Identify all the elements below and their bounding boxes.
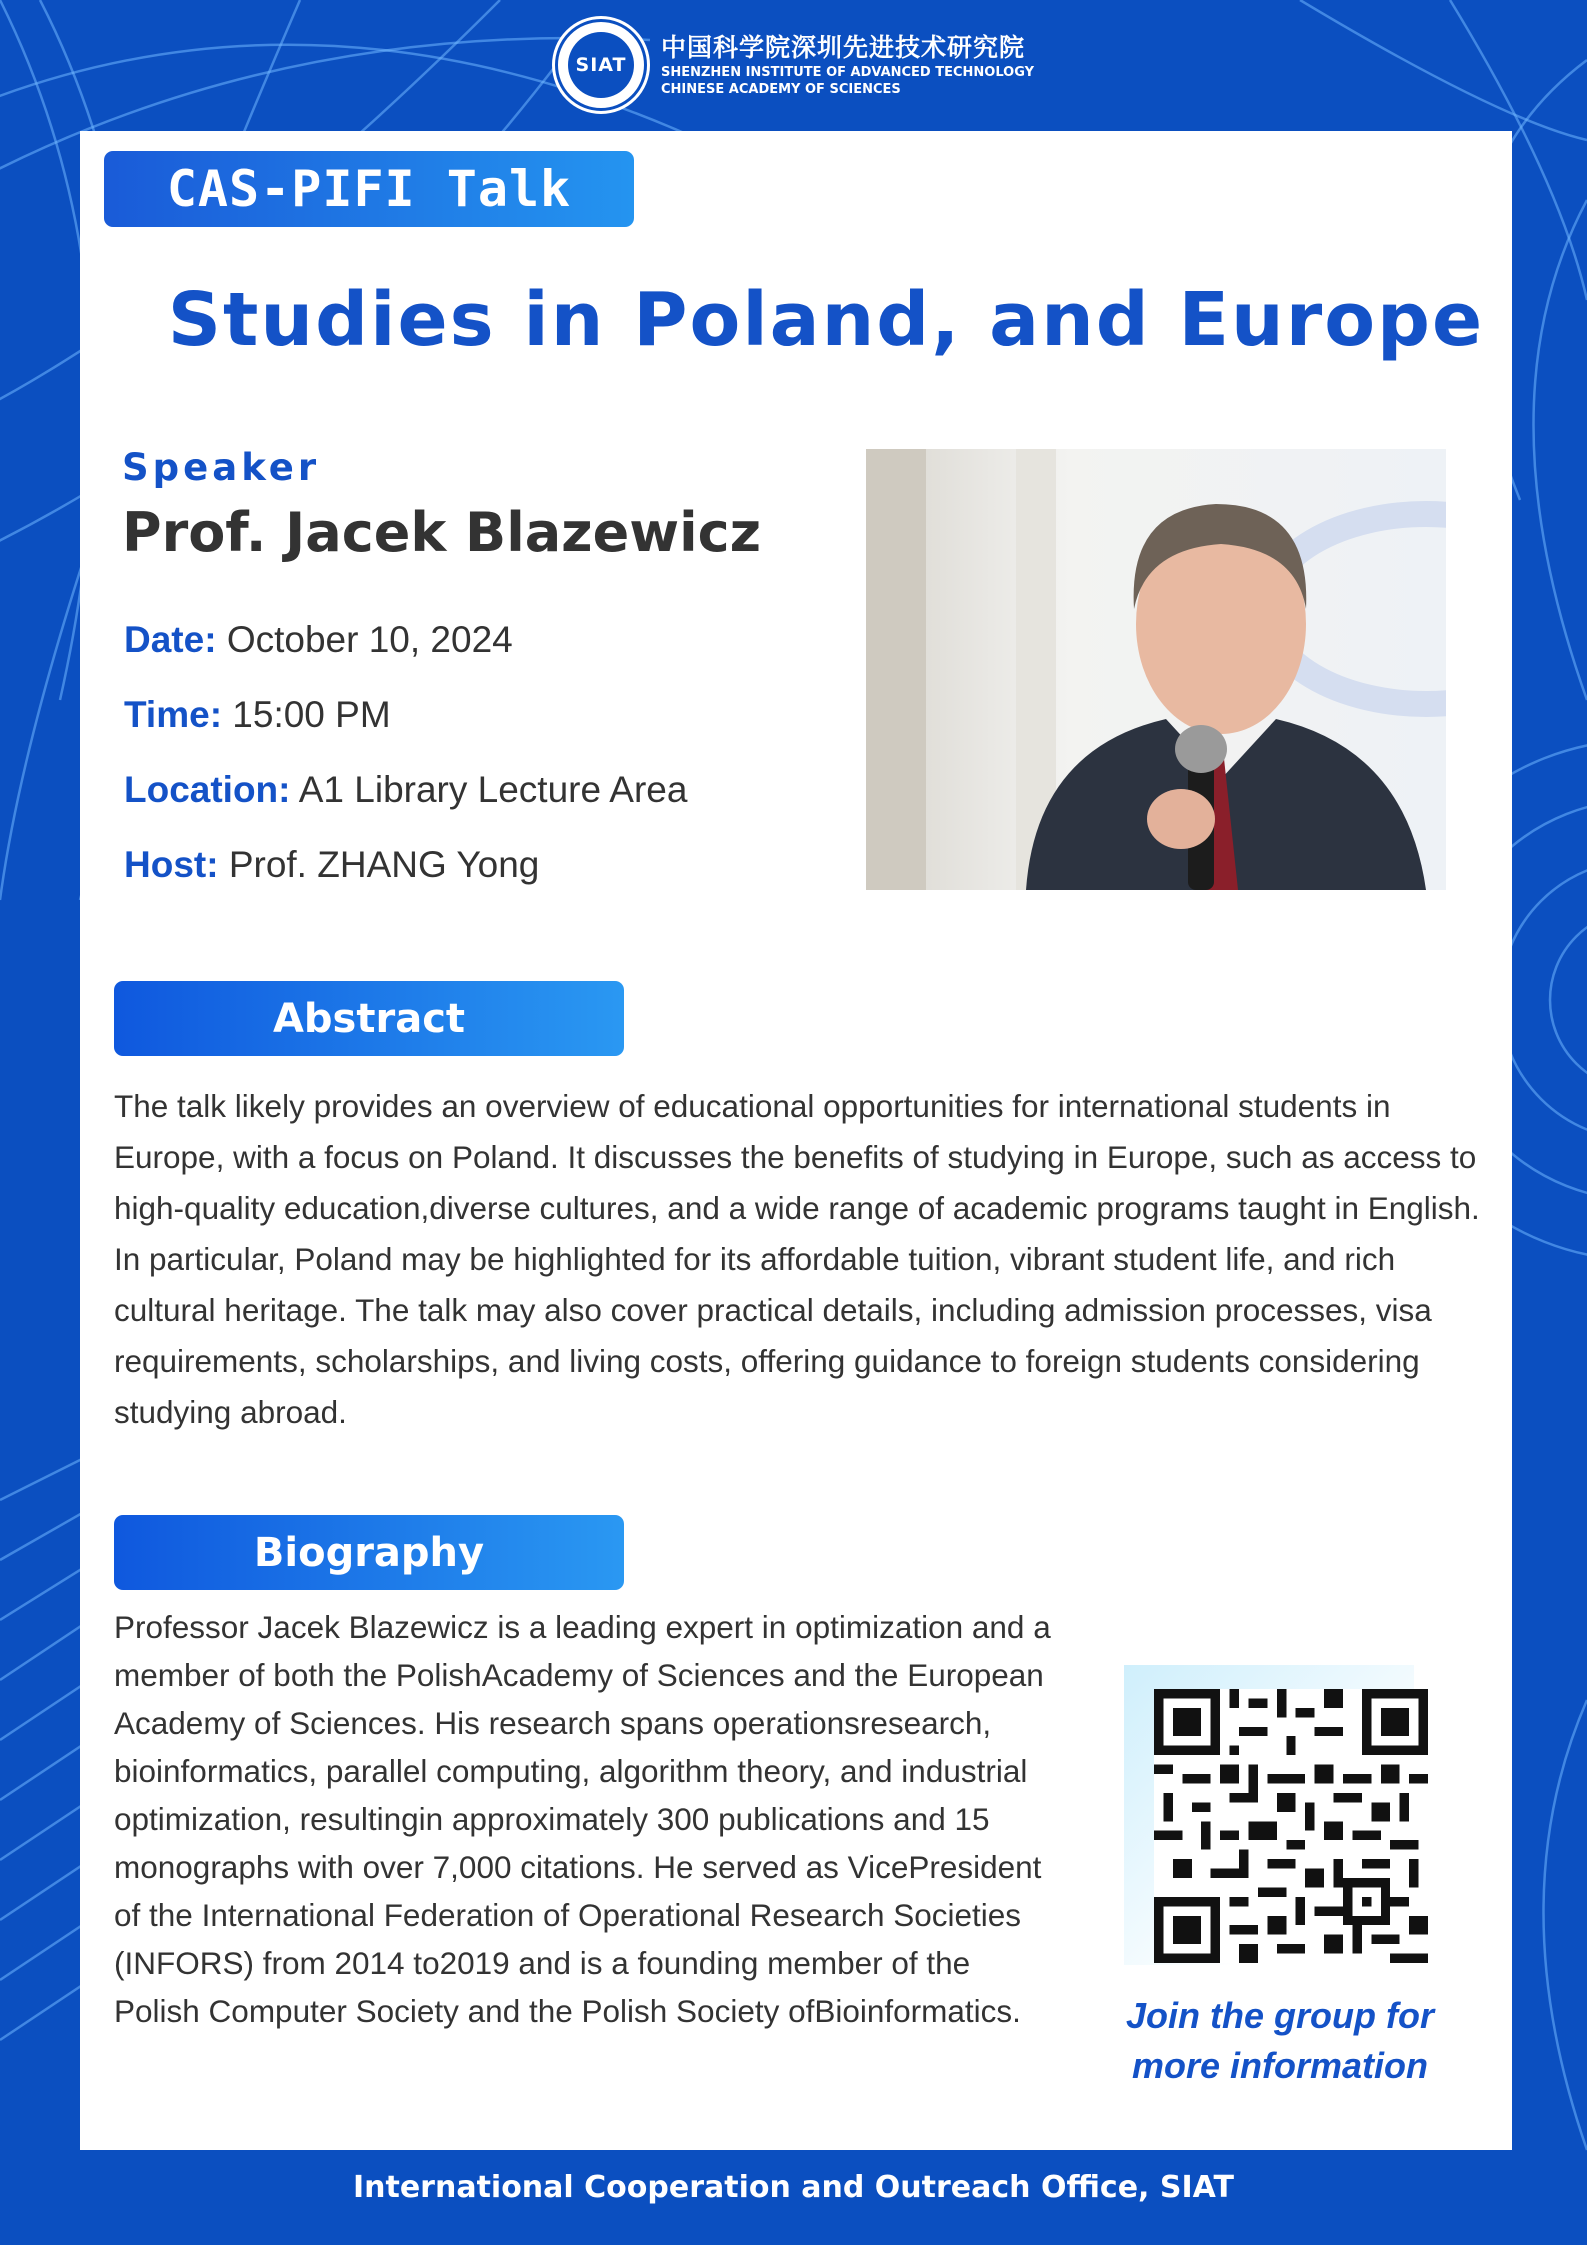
logo-text: SIAT xyxy=(568,32,634,98)
institute-name-en-2: CHINESE ACADEMY OF SCIENCES xyxy=(661,82,901,97)
date-value: October 10, 2024 xyxy=(226,619,513,660)
time-label: Time: xyxy=(124,694,223,735)
abstract-text: The talk likely provides an overview of educational opportunities for international students in Europe, with a focus on Poland. It discusses the benefits of studying in Europe, such as access to high-quality education,diverse cultures, and a wide range of academic programs taught in English. In particular, Poland may be highlighted for its affordable tuition, vibrant student life, and rich cultural heritage. The talk may also cover practical details, including admission processes, visa requirements, scholarships, and living costs, offering guidance to foreign students considering studying abroad. xyxy=(114,1088,1480,1430)
host-label: Host: xyxy=(124,844,219,885)
biography-text: Professor Jacek Blazewicz is a leading expert in optimization and a member of both the PolishAcademy of Sciences and the European Academy of Sciences. His research spans operationsresearch, bioinformatics, parallel computing, algorithm theory, and industrial optimization, resultingin approximately 300 publications and 15 monographs with over 7,000 citations. He served as VicePresident of the International Federation of Operational Research Societies (INFORS) from 2014 to2019 and is a founding member of the Polish Computer Society and the Polish Society ofBioinformatics. xyxy=(114,1609,1051,2029)
biography-heading: Biography xyxy=(114,1515,624,1590)
institute-header xyxy=(555,20,1034,110)
speaker-label: Speaker xyxy=(122,446,321,489)
location-value: A1 Library Lecture Area xyxy=(298,769,688,810)
qr-caption-line-2: more information xyxy=(1131,2045,1428,2086)
time-row xyxy=(124,694,391,736)
talk-title: Studies in Poland, and Europe xyxy=(167,277,1485,363)
poster-card xyxy=(80,131,1512,2150)
host-value: Prof. ZHANG Yong xyxy=(228,844,540,885)
qr-caption xyxy=(1080,1991,1480,2091)
qr-code-icon[interactable] xyxy=(1154,1689,1428,1963)
location-label: Location: xyxy=(124,769,291,810)
institute-name-en-1: SHENZHEN INSTITUTE OF ADVANCED TECHNOLOGY xyxy=(661,65,1035,80)
speaker-photo xyxy=(866,449,1446,890)
location-row xyxy=(124,769,687,811)
host-row xyxy=(124,844,539,886)
institute-name-cn: 中国科学院深圳先进技术研究院 xyxy=(661,33,1026,62)
institute-name xyxy=(661,32,1034,98)
siat-logo xyxy=(555,19,647,111)
date-label: Date: xyxy=(124,619,217,660)
time-value: 15:00 PM xyxy=(232,694,391,735)
speaker-name: Prof. Jacek Blazewicz xyxy=(122,501,762,564)
abstract-heading: Abstract xyxy=(114,981,624,1056)
qr-panel xyxy=(1124,1665,1414,1965)
footer-office: International Cooperation and Outreach Office, SIAT xyxy=(352,2170,1235,2205)
qr-caption-line-1: Join the group for xyxy=(1126,1995,1434,2036)
talk-series-tag: CAS-PIFI Talk xyxy=(104,151,634,227)
date-row xyxy=(124,619,513,661)
